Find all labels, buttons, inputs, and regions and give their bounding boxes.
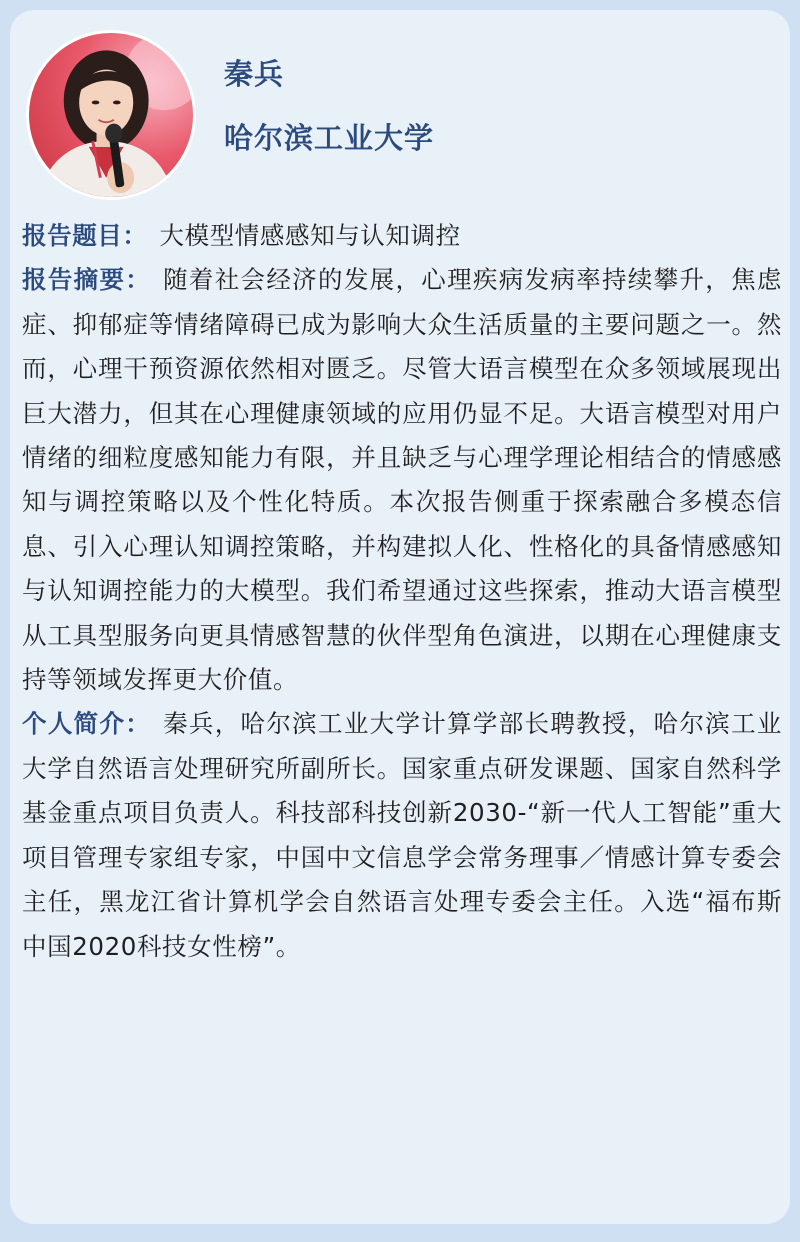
report-content xyxy=(22,214,782,969)
speaker-photo-illustration xyxy=(29,33,193,197)
speaker-header xyxy=(26,30,766,204)
speaker-bio-paragraph xyxy=(22,702,782,968)
report-abstract-label: 报告摘要： xyxy=(22,265,152,295)
speaker-bio: 秦兵，哈尔滨工业大学计算学部长聘教授，哈尔滨工业大学自然语言处理研究所副所长。国家重点研发课题、国家自然科学基金重点项目负责人。科技部科技创新2030-“新一代人工智能”重大项目管理专家组专家，中国中文信息学会常务理事／情感计算专委会主任，黑龙江省计算机学会自然语言处理专委会主任。入选“福布斯中国2020科技女性榜”。 xyxy=(22,709,782,961)
speaker-photo xyxy=(26,30,196,200)
speaker-name: 秦兵 xyxy=(224,57,285,91)
speaker-bio-label: 个人简介： xyxy=(22,709,152,739)
report-title-paragraph xyxy=(22,214,782,258)
report-abstract: 随着社会经济的发展，心理疾病发病率持续攀升，焦虑症、抑郁症等情绪障碍已成为影响大众生活质量的主要问题之一。然而，心理干预资源依然相对匮乏。尽管大语言模型在众多领域展现出巨大潜力，但其在心理健康领域的应用仍显不足。大语言模型对用户情绪的细粒度感知能力有限，并且缺乏与心理学理论相结合的情感感知与调控策略以及个性化特质。本次报告侧重于探索融合多模态信息、引入心理认知调控策略，并构建拟人化、性格化的具备情感感知与认知调控能力的大模型。我们希望通过这些探索，推动大语言模型从工具型服务向更具情感智慧的伙伴型角色演进，以期在心理健康支持等领域发挥更大价值。 xyxy=(22,265,782,695)
speaker-card xyxy=(10,10,790,1224)
report-title-label: 报告题目： xyxy=(22,221,148,250)
speaker-affiliation: 哈尔滨工业大学 xyxy=(224,121,435,155)
report-title: 大模型情感感知与认知调控 xyxy=(159,221,461,250)
report-abstract-paragraph xyxy=(22,258,782,702)
